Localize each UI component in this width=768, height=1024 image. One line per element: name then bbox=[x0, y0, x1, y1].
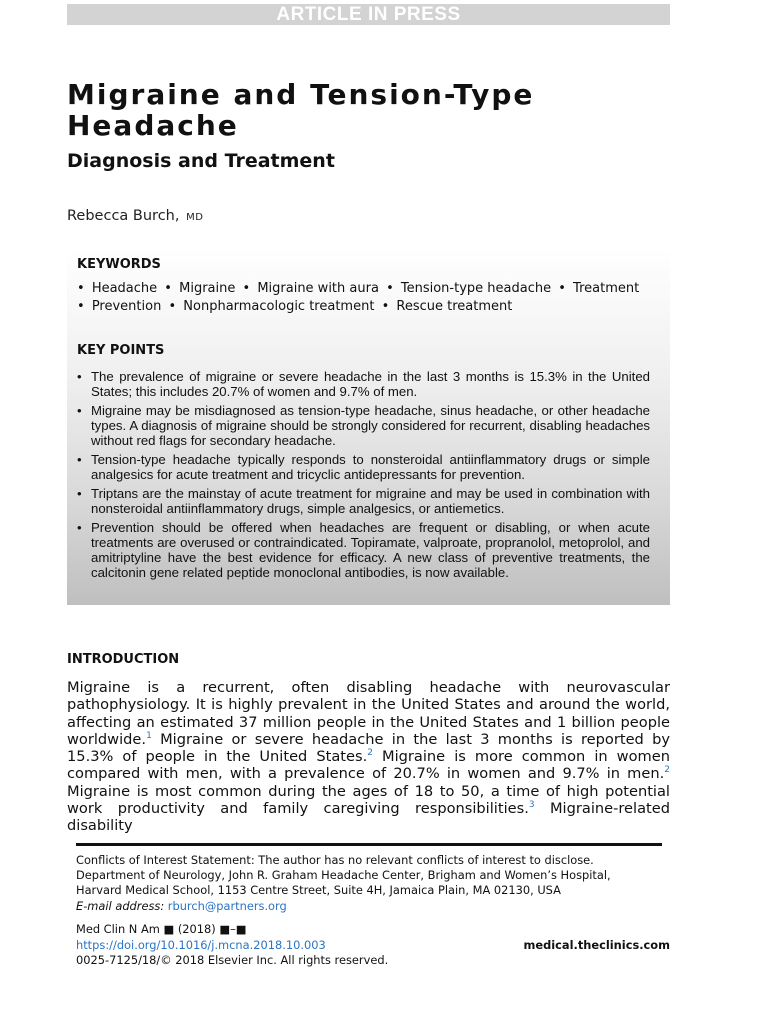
key-point-item bbox=[75, 452, 650, 482]
key-point-text: Prevention should be offered when headaches are frequent or disabling, or when acute treatments are overused or contraindicated. Topiramate, valproate, propranolol, metoprolol, and amitriptyline have the best evidence for efficacy. A new class of preventive treatments, the calcitonin gene related peptide monoclonal antibodies, is now available. bbox=[91, 520, 650, 580]
citation-ref[interactable]: 1 bbox=[146, 730, 152, 741]
key-point-item bbox=[75, 486, 650, 516]
footnote-divider bbox=[76, 843, 662, 846]
author-name: Rebecca Burch, bbox=[67, 208, 180, 224]
keyword-item: Tension-type headache bbox=[400, 281, 552, 296]
bullet-icon: • bbox=[77, 452, 82, 467]
footnote-block bbox=[76, 853, 676, 914]
key-points-list bbox=[75, 369, 650, 584]
doi-link[interactable]: https://doi.org/10.1016/j.mcna.2018.10.003 bbox=[76, 937, 326, 952]
key-points-heading: KEY POINTS bbox=[77, 343, 165, 358]
keyword-item: Rescue treatment bbox=[396, 298, 513, 314]
keyword-item: Headache bbox=[91, 281, 158, 296]
article-in-press-banner: ARTICLE IN PRESS bbox=[67, 4, 670, 25]
author-line bbox=[67, 206, 203, 228]
citation-ref[interactable]: 2 bbox=[664, 765, 670, 776]
key-point-text: Triptans are the mainstay of acute treatment for migraine and may be used in combination with nonsteroidal antiinflammatory drugs, simple analgesics, or antiemetics. bbox=[91, 486, 650, 516]
citation-ref[interactable]: 3 bbox=[528, 800, 535, 811]
intro-text-segment: Migraine-related disability bbox=[67, 800, 670, 835]
key-point-item bbox=[75, 520, 650, 580]
copyright-line: 0025-7125/18/© 2018 Elsevier Inc. All rights reserved. bbox=[76, 953, 389, 968]
introduction-heading: INTRODUCTION bbox=[67, 652, 180, 667]
keyword-separator: • bbox=[77, 298, 85, 314]
bullet-icon: • bbox=[77, 369, 82, 384]
key-point-item bbox=[75, 369, 650, 399]
citation-ref[interactable]: 2 bbox=[367, 748, 373, 759]
email-line bbox=[76, 899, 676, 914]
key-point-item bbox=[75, 403, 650, 448]
journal-citation: Med Clin N Am ■ (2018) ■–■ bbox=[76, 922, 247, 936]
keyword-separator: • bbox=[242, 281, 251, 296]
conflicts-statement: Conflicts of Interest Statement: The author has no relevant conflicts of interest to disclose. bbox=[76, 853, 594, 867]
keyword-separator: • bbox=[386, 281, 394, 296]
keyword-separator: • bbox=[168, 298, 177, 314]
keywords-keypoints-box bbox=[67, 248, 670, 605]
bullet-icon: • bbox=[77, 486, 82, 501]
publication-meta bbox=[76, 922, 670, 969]
intro-text-segment: Migraine is a recurrent, often disabling headache with neurovascular pathophysiology. It is highly prevalent in the United States and around the world, affecting an estimated 37 million people in the United States and 1 billion people worldwide. bbox=[67, 679, 670, 748]
journal-site[interactable]: medical.theclinics.com bbox=[523, 937, 670, 952]
key-point-text: Tension-type headache typically responds to nonsteroidal antiinflammatory drugs or simple analgesics for acute treatment and tricyclic antidepressants for prevention. bbox=[91, 452, 650, 482]
affiliation-line: Department of Neurology, John R. Graham Headache Center, Brigham and Women’s Hospital, bbox=[76, 868, 611, 883]
keyword-item: Nonpharmacologic treatment bbox=[183, 298, 375, 314]
affiliation-line: Harvard Medical School, 1153 Centre Street, Suite 4H, Jamaica Plain, MA 02130, USA bbox=[76, 883, 561, 898]
keyword-separator: • bbox=[558, 281, 566, 296]
bullet-icon: • bbox=[77, 520, 82, 535]
key-point-text: The prevalence of migraine or severe headache in the last 3 months is 15.3% in the United States; this includes 20.7% of women and 9.7% of men. bbox=[91, 369, 650, 399]
article-subtitle: Diagnosis and Treatment bbox=[67, 150, 335, 172]
intro-text-segment: Migraine or severe headache in the last 3 months is reported by 15.3% of people in the United States. bbox=[67, 730, 670, 766]
email-label: E-mail address: bbox=[76, 898, 165, 913]
keyword-separator: • bbox=[77, 281, 85, 296]
keyword-item: Migraine bbox=[179, 281, 236, 296]
key-point-text: Migraine may be misdiagnosed as tension-type headache, sinus headache, or other headache types. A diagnosis of migraine should be strongly considered for recurrent, disabling headaches without red flags for secondary headache. bbox=[91, 403, 650, 448]
keyword-item: Prevention bbox=[91, 298, 162, 314]
keywords-heading: KEYWORDS bbox=[77, 257, 161, 272]
intro-text-segment: Migraine is more common in women compared with men, with a prevalence of 20.7% in women and 9.7% in men. bbox=[67, 748, 670, 783]
introduction-paragraph bbox=[67, 679, 670, 835]
intro-text-segment: Migraine is most common during the ages of 18 to 50, a time of high potential work productivity and family caregiving responsibilities. bbox=[67, 782, 670, 818]
keyword-item: Migraine with aura bbox=[257, 281, 379, 296]
email-link[interactable]: rburch@partners.org bbox=[167, 898, 287, 913]
article-title: Migraine and Tension-Type Headache bbox=[67, 78, 535, 142]
keywords-list bbox=[77, 280, 662, 315]
keyword-separator: • bbox=[164, 281, 172, 296]
keyword-separator: • bbox=[381, 298, 390, 314]
author-degree: MD bbox=[186, 212, 204, 223]
bullet-icon: • bbox=[77, 403, 82, 418]
keyword-item: Treatment bbox=[573, 281, 640, 296]
